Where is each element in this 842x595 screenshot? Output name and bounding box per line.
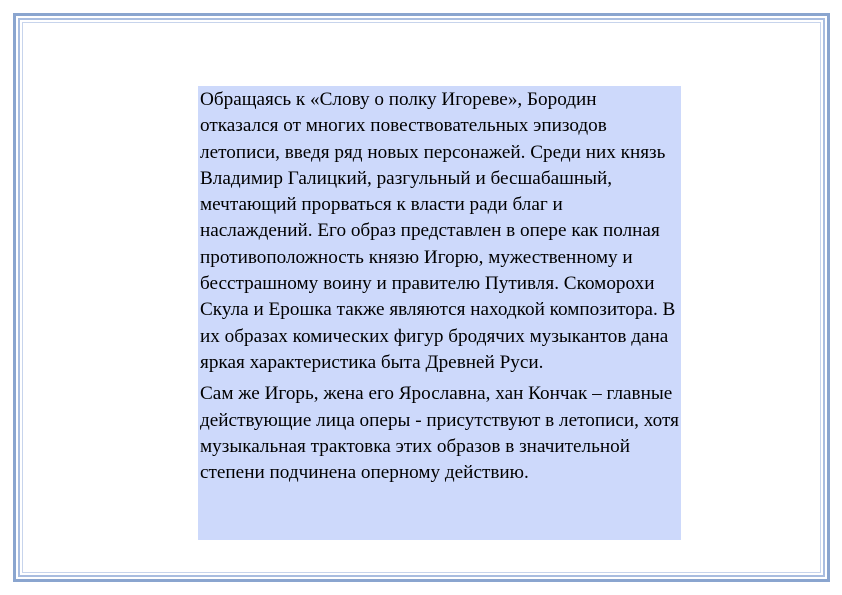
paragraph-1: Обращаясь к «Слову о полку Игореве», Бородин отказался от многих повествовательных эпизодов летописи, введя ряд новых персонажей. Среди них князь Владимир Галицкий, разгульный и бесшабашный, мечтающий прорваться к власти ради благ и наслаждений. Его образ представлен в опере как полная противоположность князю Игорю, мужественному и бесстрашному воину и правителю Путивля. Скоморохи Скула и Ерошка также являются находкой композитора. В их образах комических фигур бродячих музыкантов дана яркая характеристика быта Древней Руси. — [200, 89, 676, 373]
text-box[interactable] — [198, 86, 681, 540]
paragraph-2: Сам же Игорь, жена его Ярославна, хан Кончак – главные действующие лица оперы - присутствуют в летописи, хотя музыкальная трактовка этих образов в значительной степени подчинена оперному действию. — [200, 383, 679, 484]
